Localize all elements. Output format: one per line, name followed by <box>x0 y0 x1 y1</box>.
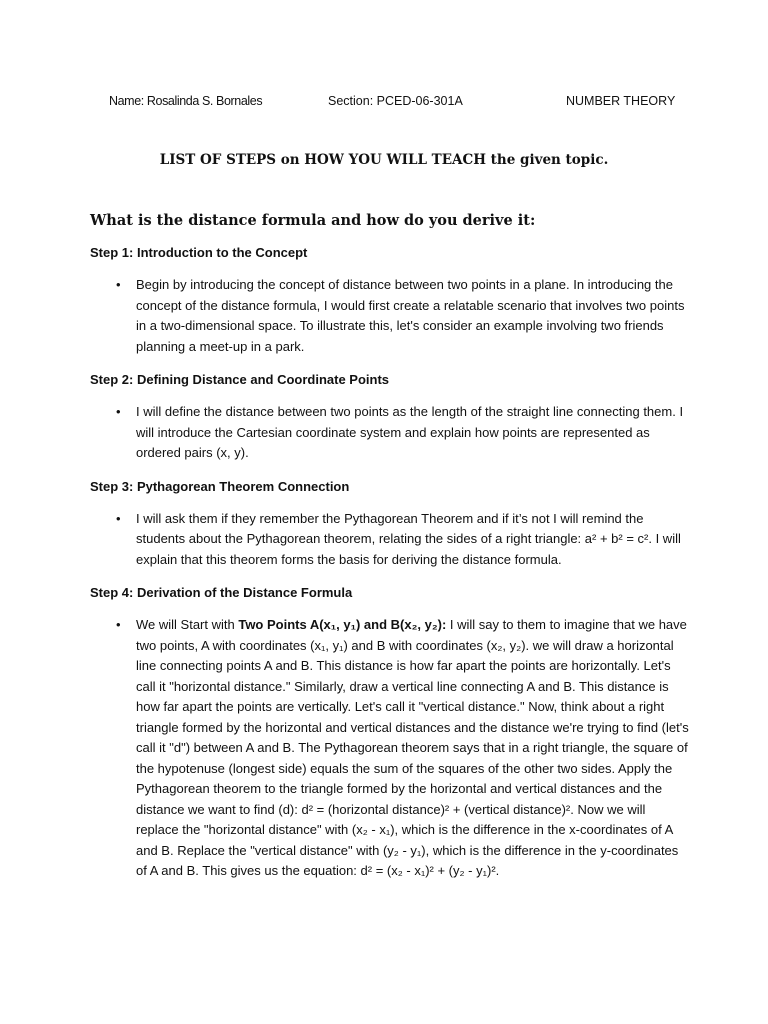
question-heading: What is the distance formula and how do you derive it: <box>90 212 536 229</box>
topic-label: NUMBER THEORY <box>566 94 676 108</box>
bullet-text: Begin by introducing the concept of distance between two points in a plane. In introducing the concept of the distance formula, I would first create a relatable scenario that involves two points in a two-dimensional space. To illustrate this, let's consider an example involving two friends planning a meet-up in a park. <box>136 277 685 354</box>
bullet-rest-text: I will say to them to imagine that we have two points, A with coordinates (x₁, y₁) and B with coordinates (x₂, y₂). we will draw a horizontal line connecting points A and B. This distance is how far apart the points are horizontally. Let's call it "horizontal distance." Similarly, draw a vertical line connecting A and B. This distance is how far apart the points are vertically. Let's call it "vertical distance." Now, think about a right triangle formed by the horizontal and vertical distances and the distance we're trying to find (let's call it "d") between A and B. The Pythagorean theorem says that in a right triangle, the square of the hypotenuse (longest side) equals the sum of the squares of the other two sides. Apply the Pythagorean theorem to the triangle formed by the horizontal and vertical distances and the distance we want to find (d): d² = (horizontal distance)² + (vertical distance)². Now we will replace the "horizontal distance" with (x₂ - x₁), which is the difference in the x-coordinates of A and B. Replace the "vertical distance" with (y₂ - y₁), which is the difference in the y-coordinates of A and B. This gives us the equation: d² = (x₂ - x₁)² + (y₂ - y₁)². <box>136 617 689 878</box>
step-heading: Step 2: Defining Distance and Coordinate Points <box>90 372 390 387</box>
step-heading: Step 4: Derivation of the Distance Formula <box>90 585 353 600</box>
step-heading: Step 1: Introduction to the Concept <box>90 245 308 260</box>
bullet-text: I will ask them if they remember the Pythagorean Theorem and if it’s not I will remind the students about the Pythagorean theorem, relating the sides of a right triangle: a² + b² = c². I will explain that this theorem forms the basis for deriving the distance formula. <box>136 510 681 567</box>
bullet-icon: • <box>116 404 121 419</box>
step-1 <box>90 244 690 357</box>
bullet-text: I will define the distance between two points as the length of the straight line connecting them. I will introduce the Cartesian coordinate system and explain how points are represented as ordered pairs (x, y). <box>136 404 684 460</box>
steps-list <box>90 244 690 896</box>
document-header <box>0 94 768 112</box>
bullet-lead-text: We will Start with <box>136 617 239 632</box>
step-3 <box>90 478 690 571</box>
bullet-bold-text: Two Points A(x₁, y₁) and B(x₂, y₂): <box>238 617 447 632</box>
document-title: LIST OF STEPS on HOW YOU WILL TEACH the given topic. <box>159 152 609 168</box>
bullet-icon: • <box>116 510 121 526</box>
section-label: Section: PCED-06-301A <box>328 94 463 108</box>
step-heading: Step 3: Pythagorean Theorem Connection <box>90 478 350 494</box>
bullet-text <box>136 615 690 882</box>
bullet-item <box>90 615 690 882</box>
step-4 <box>90 584 690 882</box>
bullet-icon: • <box>116 617 121 632</box>
bullet-item <box>90 509 690 571</box>
bullet-icon: • <box>116 277 121 292</box>
bullet-item <box>90 275 690 357</box>
author-name: Name: Rosalinda S. Bornales <box>109 94 263 108</box>
step-2 <box>90 371 690 464</box>
bullet-item <box>90 402 690 464</box>
